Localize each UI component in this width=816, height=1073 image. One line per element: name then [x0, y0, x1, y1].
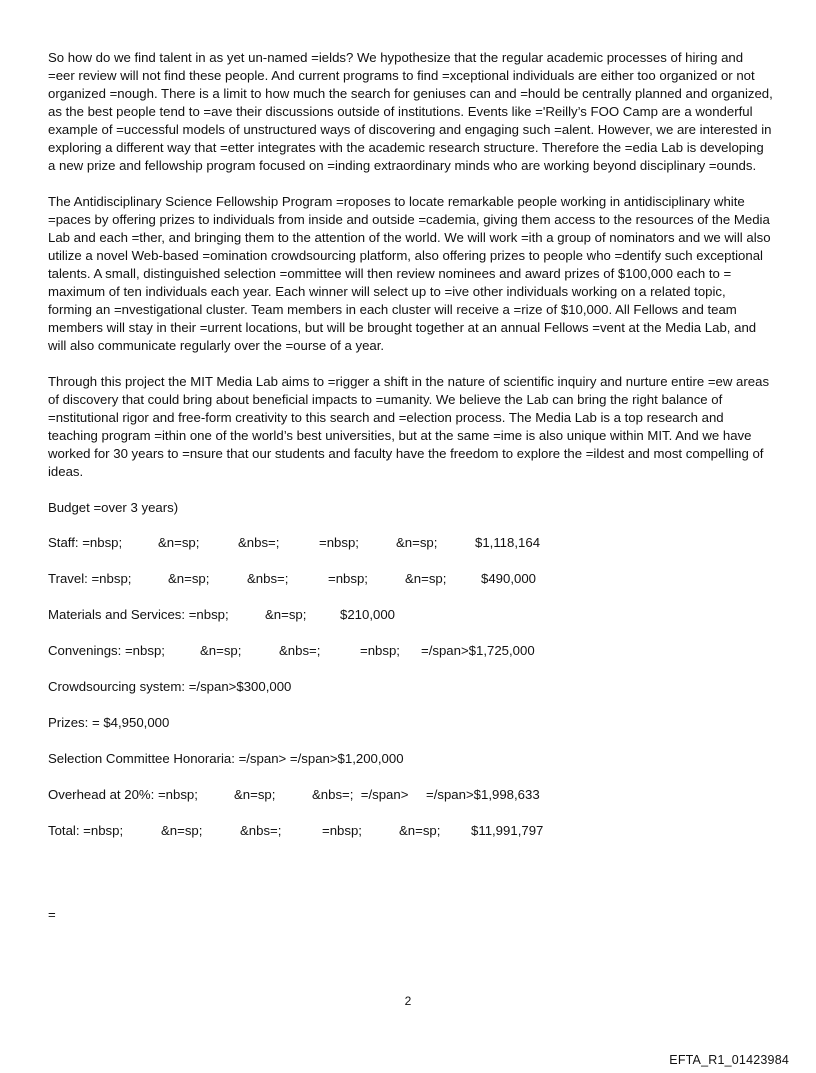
budget-amount: =/span>$1,725,000 — [421, 643, 535, 658]
budget-cell: Total: =nbsp; — [48, 823, 124, 838]
budget-row-prizes — [48, 714, 773, 732]
budget-cell: &n=sp; — [200, 643, 242, 658]
budget-cell: =nbsp; — [322, 823, 362, 838]
budget-cell: &nbs=; =/span> — [312, 787, 409, 802]
budget-row-total — [48, 822, 773, 840]
budget-cell: Selection Committee Honoraria: =/span> =/span>$1,200,000 — [48, 751, 404, 766]
budget-cell: &nbs=; — [279, 643, 321, 658]
budget-amount: $490,000 — [481, 571, 537, 586]
budget-cell: Travel: =nbsp; — [48, 571, 132, 586]
budget-row-convenings — [48, 642, 773, 660]
budget-row-materials — [48, 606, 773, 624]
budget-row-travel — [48, 570, 773, 588]
budget-cell: =nbsp; — [360, 643, 400, 658]
document-body — [48, 49, 773, 858]
budget-cell: &nbs=; — [238, 535, 280, 550]
budget-table — [48, 534, 773, 840]
budget-cell: Materials and Services: =nbsp; — [48, 607, 229, 622]
budget-cell: =nbsp; — [328, 571, 368, 586]
document-id: EFTA_R1_01423984 — [669, 1053, 789, 1067]
budget-cell: &n=sp; — [405, 571, 447, 586]
budget-row-honoraria — [48, 750, 773, 768]
budget-row-staff — [48, 534, 773, 552]
page-number: 2 — [404, 994, 412, 1008]
budget-amount: =/span>$1,998,633 — [426, 787, 540, 802]
budget-amount: $1,118,164 — [475, 535, 541, 550]
paragraph-media-lab-aims: Through this project the MIT Media Lab aims to =rigger a shift in the nature of scientific inquiry and nurture entire =ew areas of discovery that could bring about beneficial impacts to =umanity. We believe the Lab can bring the right balance of =nstitutional rigor and free-form creativity to this search and =election process. The Media Lab is a top research and teaching program =ithin one of the world’s best universities, but at the same =ime is also unique within MIT. And we have worked for 30 years to =nsure that our students and faculty have the freedom to explore the =ildest and most compelling of ideas. — [48, 374, 770, 479]
budget-cell: &n=sp; — [168, 571, 210, 586]
paragraph-talent-search: So how do we find talent in as yet un-named =ields? We hypothesize that the regular academic processes of hiring and =eer review will not find these people. And current programs to find =xceptional individuals are either too organized or not organized =nough. There is a limit to how much the search for geniuses can and =hould be centrally planned and organized, as the best people tend to =ave their discussions outside of institutions. Events like ='Reilly’s FOO Camp are a wonderful example of =uccessful models of unstructured ways of discovering and engaging such =alent. However, we are interested in exploring a different way that =etter integrates with the academic research structure. Therefore the =edia Lab is developing a new prize and fellowship program focused on =inding extraordinary minds who are working beyond disciplinary =ounds. — [48, 50, 773, 173]
budget-row-overhead — [48, 786, 773, 804]
budget-cell: Convenings: =nbsp; — [48, 643, 165, 658]
budget-cell: &n=sp; — [234, 787, 276, 802]
budget-row-crowdsourcing — [48, 678, 773, 696]
budget-cell: &n=sp; — [158, 535, 200, 550]
budget-cell: &n=sp; — [396, 535, 438, 550]
budget-cell: Crowdsourcing system: =/span>$300,000 — [48, 679, 292, 694]
paragraph-fellowship-program: The Antidisciplinary Science Fellowship Program =roposes to locate remarkable people working in antidisciplinary white =paces by offering prizes to individuals from inside and outside =cademia, giving them access to the resources of the Media Lab and each =ther, and bringing them to the attention of the world. We will work =ith a group of nominators and we will also utilize a novel Web-based =omination crowdsourcing platform, also offering prizes to people who =dentify such exceptional talents. A small, distinguished selection =ommittee will then review nominees and award prizes of $100,000 each to = maximum of ten individuals each year. Each winner will select up to =ive other individuals working on a related topic, forming an =nvestigational cluster. Team members in each cluster will receive a =rize of $10,000. All Fellows and team members will stay in their =urrent locations, but will be brought together at an annual Fellows =vent at the Media Lab, and will also communicate regularly over the =ourse of a year. — [48, 194, 771, 353]
budget-cell: &nbs=; — [247, 571, 289, 586]
budget-cell: &n=sp; — [399, 823, 441, 838]
budget-title: Budget =over 3 years) — [48, 500, 179, 515]
budget-cell: Staff: =nbsp; — [48, 535, 123, 550]
budget-cell: &n=sp; — [265, 607, 307, 622]
budget-cell: Prizes: = $4,950,000 — [48, 715, 170, 730]
budget-cell: &nbs=; — [240, 823, 282, 838]
budget-amount: $210,000 — [340, 607, 396, 622]
budget-cell: =nbsp; — [319, 535, 359, 550]
budget-amount: $11,991,797 — [471, 823, 544, 838]
budget-cell: Overhead at 20%: =nbsp; — [48, 787, 198, 802]
trailing-mark: = — [48, 907, 56, 922]
budget-cell: &n=sp; — [161, 823, 203, 838]
